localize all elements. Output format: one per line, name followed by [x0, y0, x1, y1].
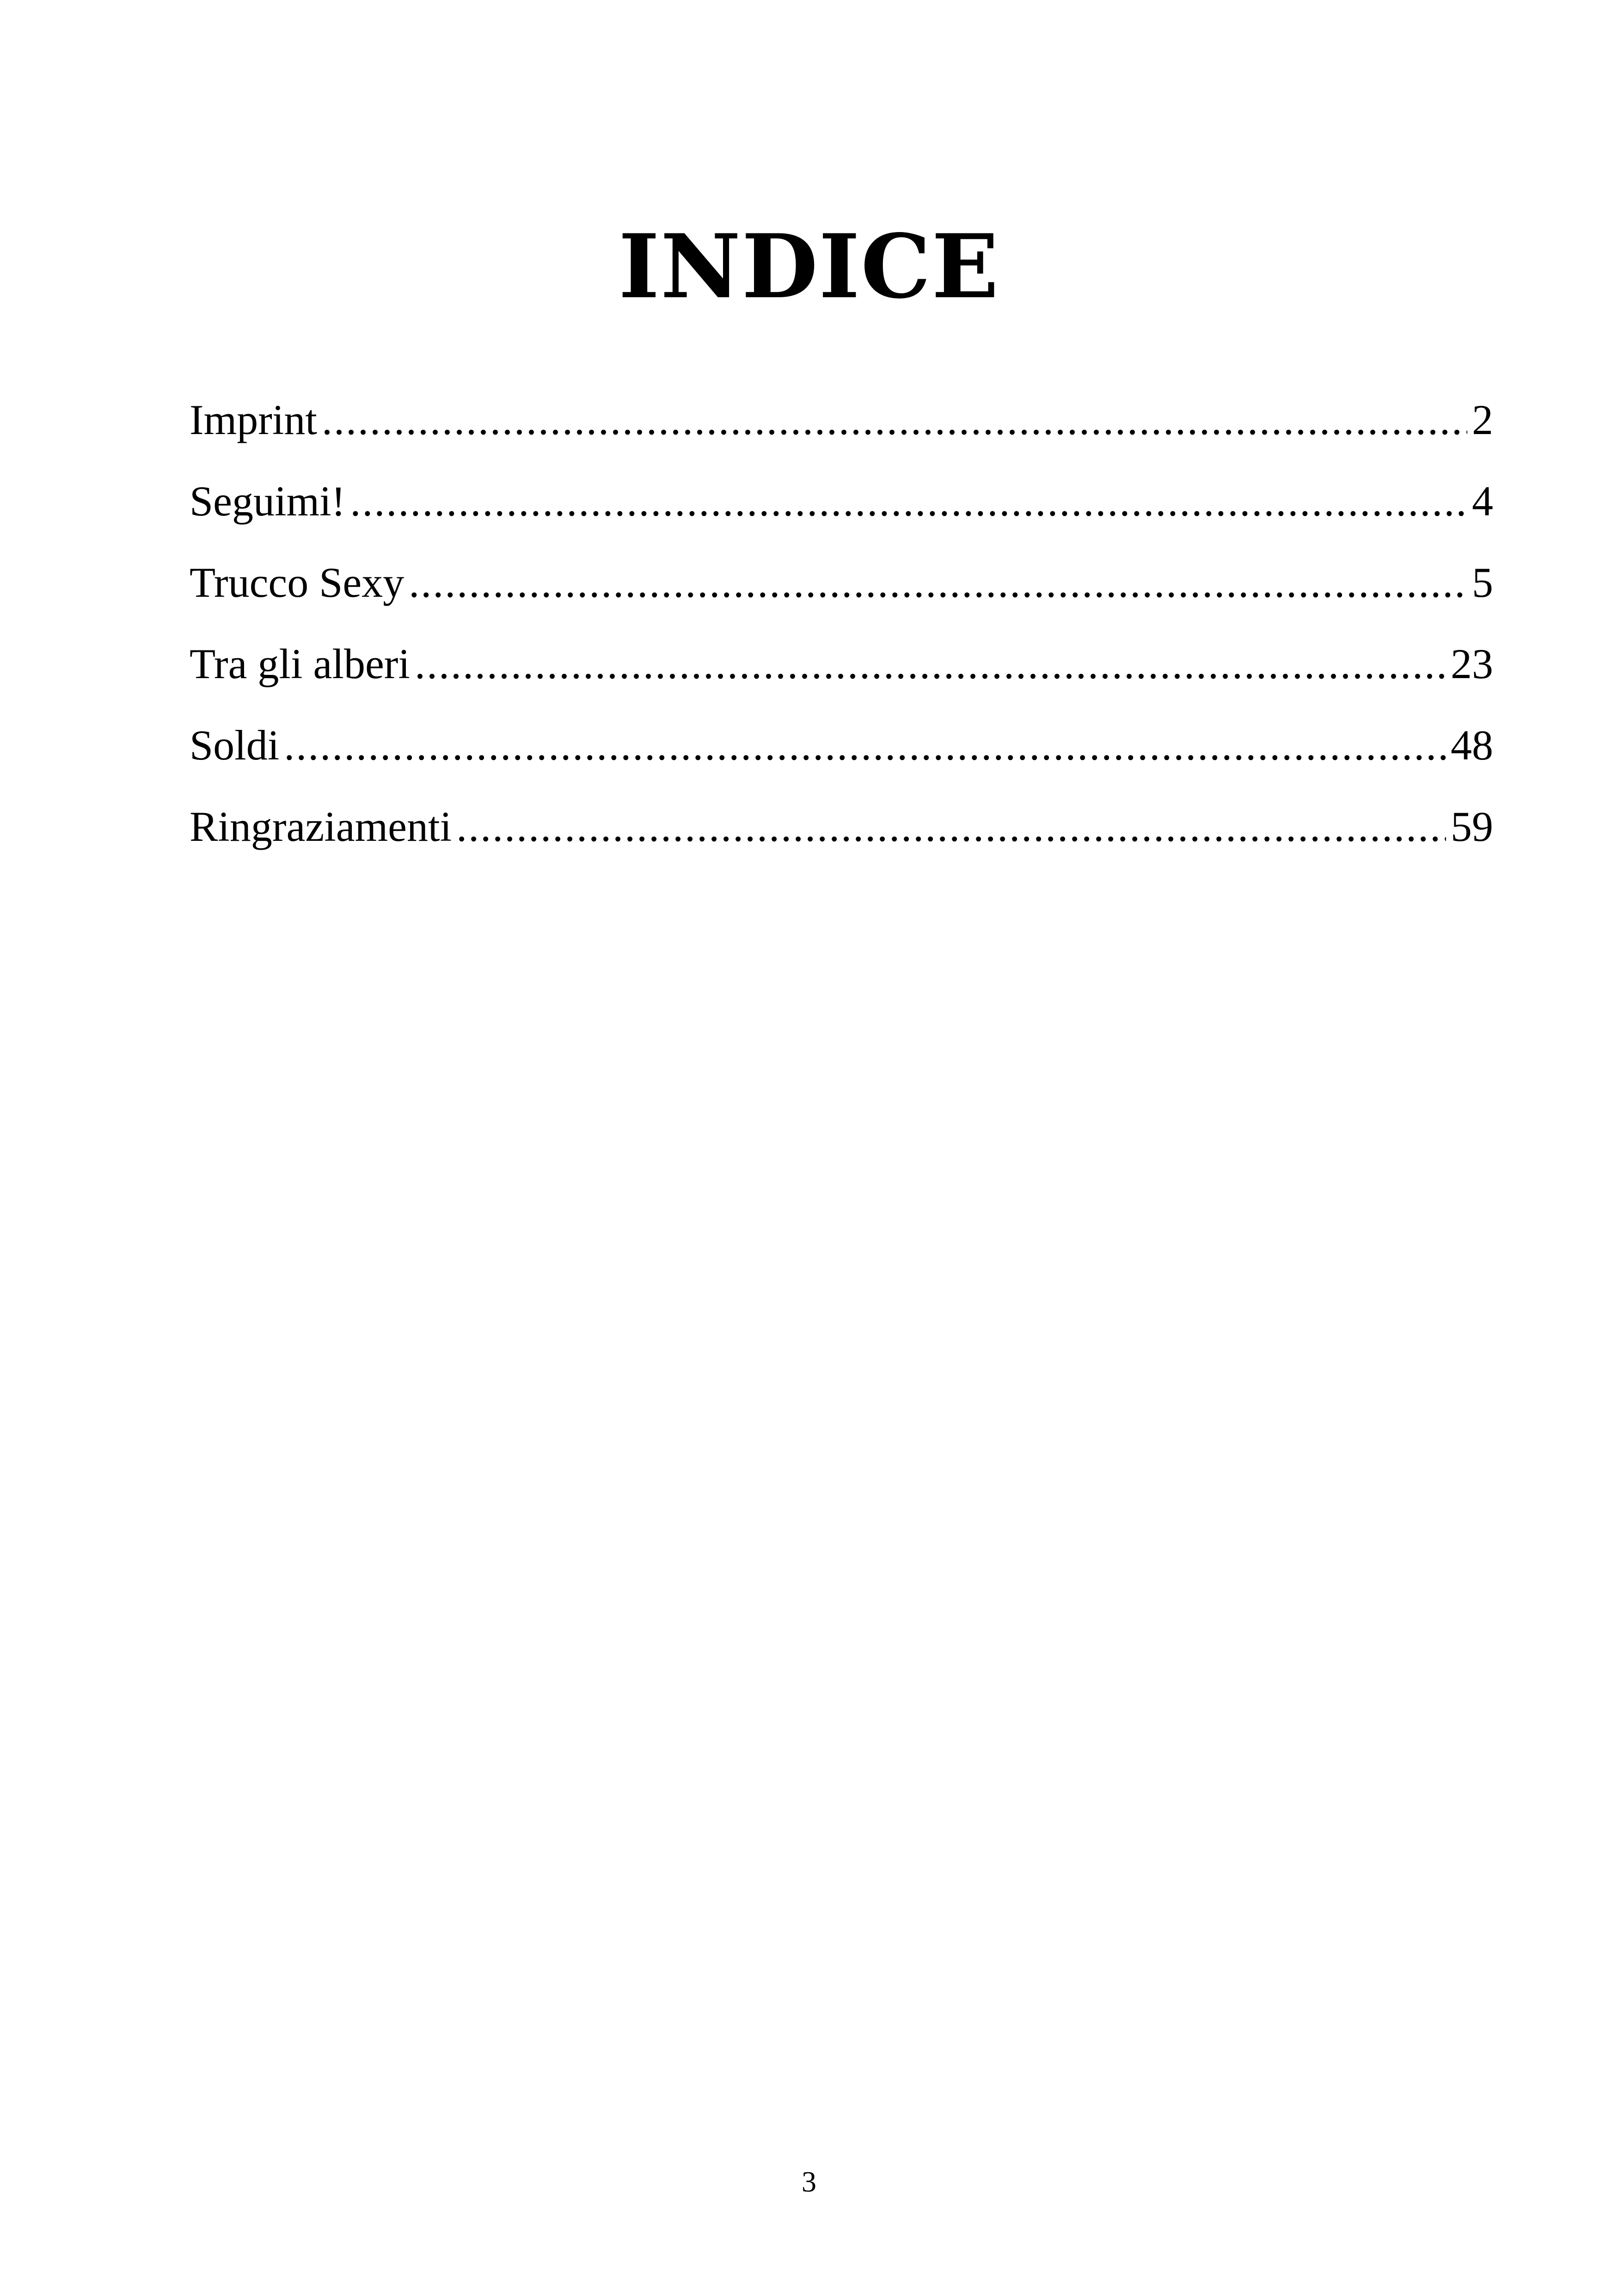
toc-entry-label: Soldi: [190, 722, 280, 769]
toc-entry-imprint[interactable]: [190, 379, 1493, 460]
toc-dot-leader: [409, 542, 1467, 623]
toc-entry-label: Trucco Sexy: [190, 559, 404, 606]
toc-entry-label: Ringraziamenti: [190, 803, 452, 850]
toc-dot-leader: [456, 786, 1446, 867]
toc-entry-label: Seguimi!: [190, 478, 346, 525]
toc-entry-seguimi[interactable]: [190, 460, 1493, 542]
toc-dot-leader: [322, 379, 1467, 460]
toc-entry-trucco-sexy[interactable]: [190, 542, 1493, 623]
toc-dot-leader: [284, 704, 1446, 786]
table-of-contents: [190, 379, 1493, 867]
toc-entry-page: 23: [1451, 640, 1493, 687]
toc-entry-page: 5: [1472, 559, 1493, 606]
toc-entry-label: Tra gli alberi: [190, 640, 410, 687]
toc-entry-tra-gli-alberi[interactable]: [190, 623, 1493, 704]
toc-entry-page: 59: [1451, 803, 1493, 850]
toc-entry-label: Imprint: [190, 396, 317, 443]
toc-entry-soldi[interactable]: [190, 704, 1493, 786]
toc-entry-page: 4: [1472, 478, 1493, 525]
page-title: INDICE: [618, 215, 1000, 318]
toc-entry-page: 2: [1472, 396, 1493, 443]
toc-entry-page: 48: [1451, 722, 1493, 769]
toc-dot-leader: [415, 623, 1446, 704]
toc-entry-ringraziamenti[interactable]: [190, 786, 1493, 867]
page-number: 3: [802, 2165, 816, 2198]
toc-dot-leader: [350, 460, 1467, 542]
